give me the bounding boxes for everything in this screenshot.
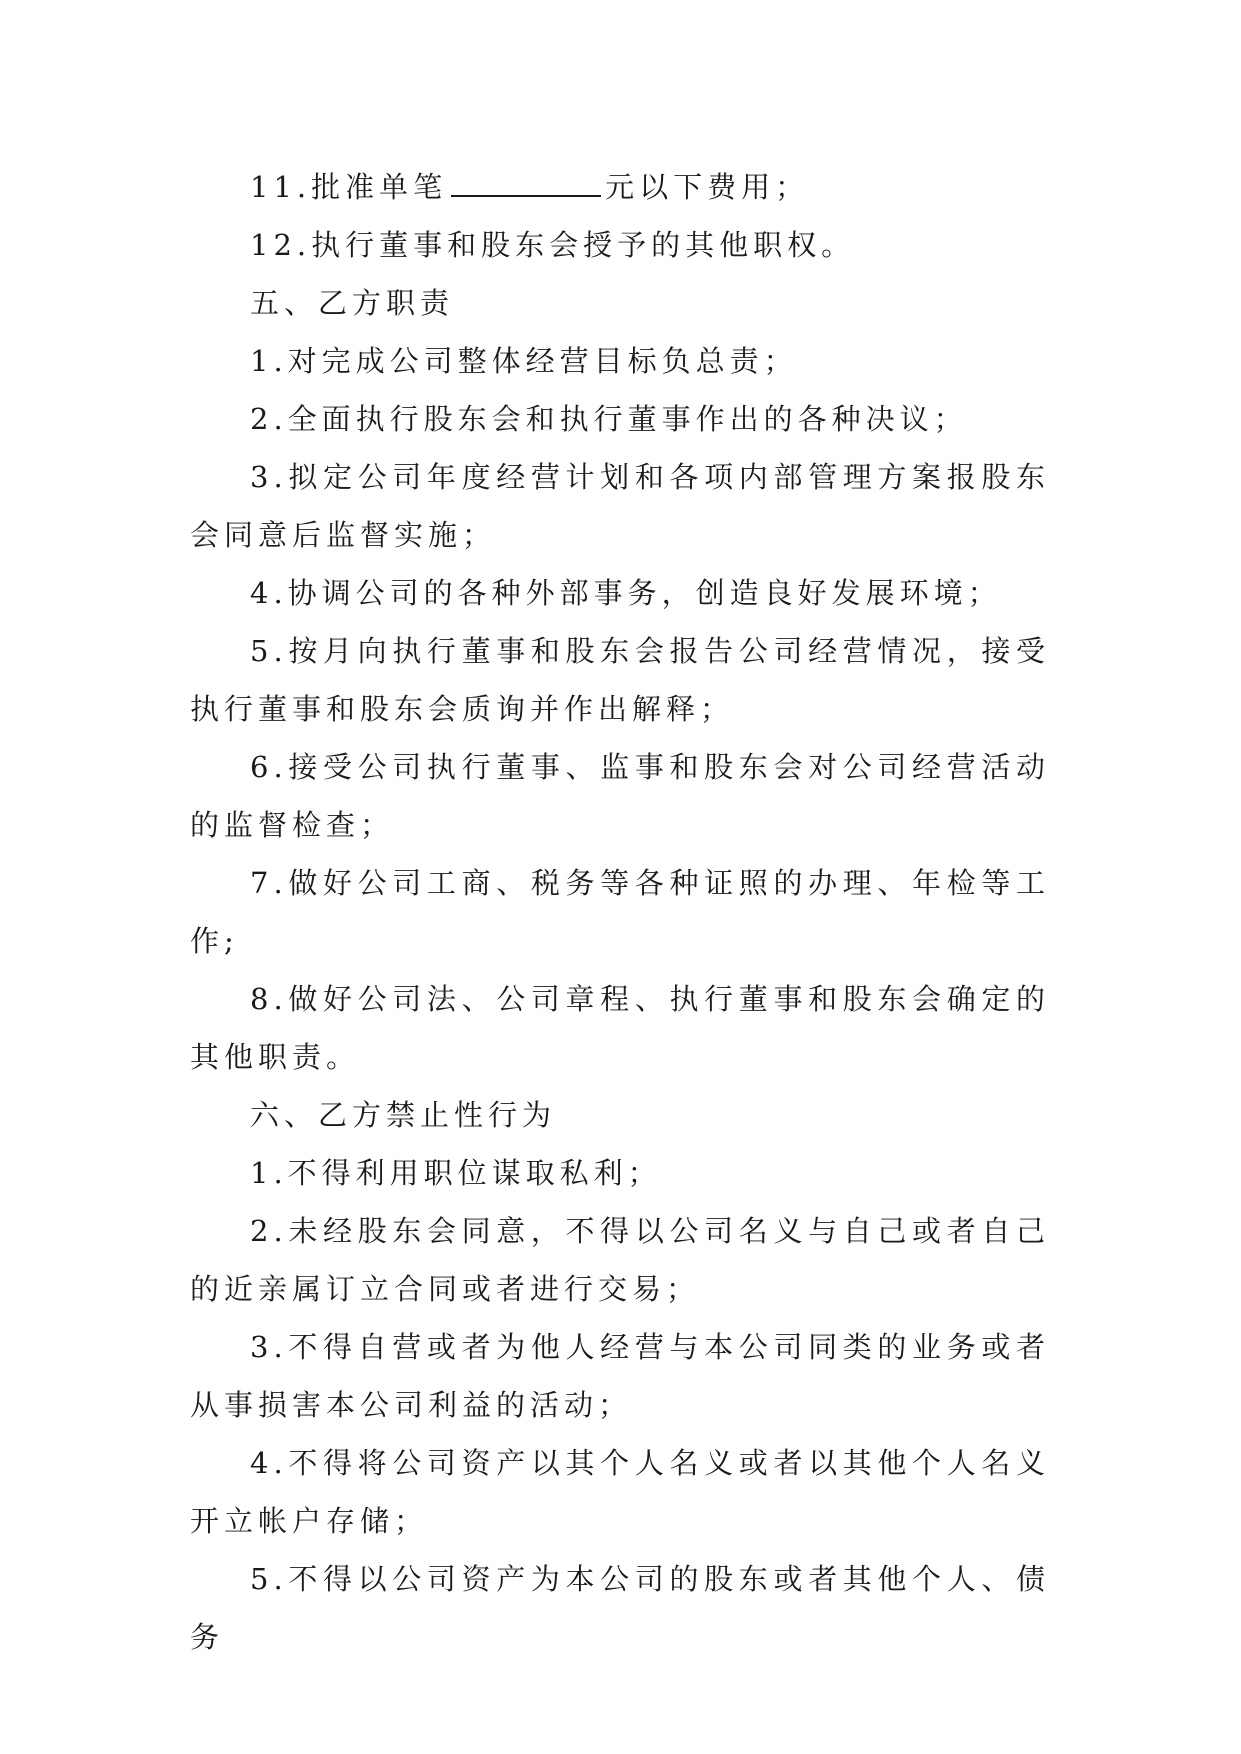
paragraph-duty-8: 8.做好公司法、公司章程、执行董事和股东会确定的其他职责。 — [190, 982, 1050, 1074]
paragraph-duty-7: 7.做好公司工商、税务等各种证照的办理、年检等工作; — [190, 866, 1050, 958]
paragraph-prohibition-5: 5.不得以公司资产为本公司的股东或者其他个人、债务 — [190, 1562, 1050, 1654]
paragraph-duty-5: 5.按月向执行董事和股东会报告公司经营情况，接受执行董事和股东会质询并作出解释； — [190, 634, 1050, 726]
paragraph-item-12: 12.执行董事和股东会授予的其他职权。 — [250, 228, 856, 262]
section-heading-5: 五、乙方职责 — [250, 286, 455, 320]
paragraph-duty-2: 2.全面执行股东会和执行董事作出的各种决议； — [250, 402, 968, 436]
document-body — [190, 158, 1050, 1666]
paragraph-duty-4: 4.协调公司的各种外部事务，创造良好发展环境； — [250, 576, 1002, 610]
paragraph-prohibition-3: 3.不得自营或者为他人经营与本公司同类的业务或者从事损害本公司利益的活动； — [190, 1330, 1050, 1422]
paragraph-prohibition-4: 4.不得将公司资产以其个人名义或者以其他个人名义开立帐户存储； — [190, 1446, 1050, 1538]
paragraph-text-after: 元以下费用； — [605, 170, 810, 204]
paragraph-duty-1: 1.对完成公司整体经营目标负总责； — [250, 344, 798, 378]
paragraph-prohibition-2: 2.未经股东会同意，不得以公司名义与自己或者自己的近亲属订立合同或者进行交易； — [190, 1214, 1050, 1306]
section-heading-6: 六、乙方禁止性行为 — [250, 1098, 557, 1132]
paragraph-duty-3: 3.拟定公司年度经营计划和各项内部管理方案报股东会同意后监督实施； — [190, 460, 1050, 552]
paragraph-text-before: 11.批准单笔 — [250, 170, 448, 204]
fill-in-blank[interactable] — [451, 165, 601, 197]
paragraph-prohibition-1: 1.不得利用职位谋取私利； — [250, 1156, 662, 1190]
paragraph-duty-6: 6.接受公司执行董事、监事和股东会对公司经营活动的监督检查； — [190, 750, 1050, 842]
paragraph-item-11 — [190, 158, 1050, 216]
